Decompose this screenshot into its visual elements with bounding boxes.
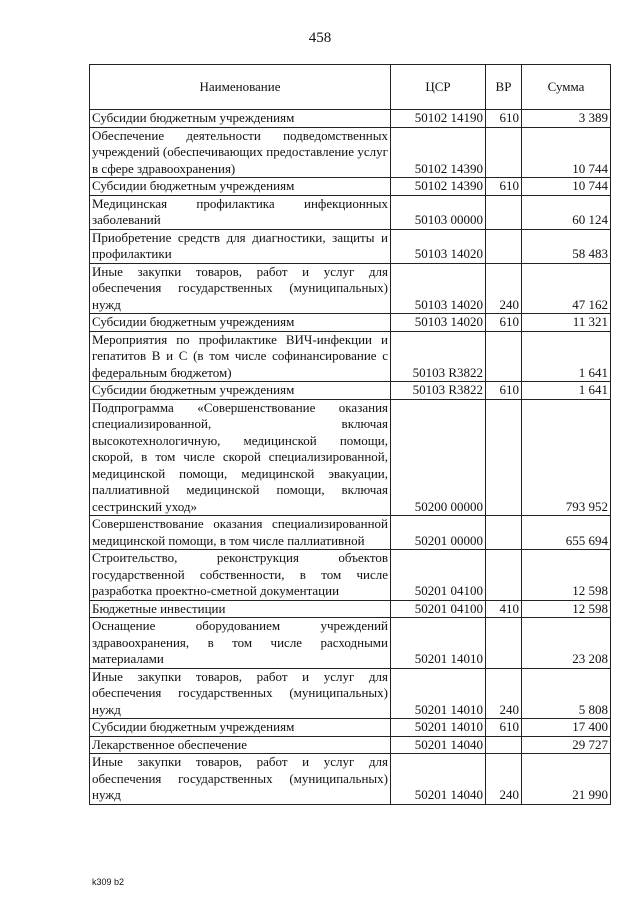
row-name: Обеспечение деятельности подведомственных учреждений (обеспечивающих предоставление услуг в сфере здравоохранения) (90, 127, 391, 178)
table-row (90, 314, 611, 332)
row-vr: 610 (486, 178, 522, 196)
table-row (90, 229, 611, 263)
budget-table (89, 64, 611, 805)
row-sum: 12 598 (522, 600, 611, 618)
table-row (90, 127, 611, 178)
row-name: Приобретение средств для диагностики, защиты и профилактики (90, 229, 391, 263)
footer-code: k309 b2 (92, 877, 125, 887)
row-csr: 50201 00000 (391, 516, 486, 550)
row-name: Мероприятия по профилактике ВИЧ-инфекции и гепатитов В и С (в том числе софинансирование с федеральным бюджетом) (90, 331, 391, 382)
row-csr: 50200 00000 (391, 399, 486, 516)
row-csr: 50103 14020 (391, 263, 486, 314)
row-vr (486, 736, 522, 754)
table-row (90, 263, 611, 314)
row-vr (486, 229, 522, 263)
row-csr: 50102 14390 (391, 127, 486, 178)
row-name: Медицинская профилактика инфекционных заболеваний (90, 195, 391, 229)
row-vr (486, 399, 522, 516)
row-name: Лекарственное обеспечение (90, 736, 391, 754)
row-csr: 50102 14390 (391, 178, 486, 196)
row-name: Совершенствование оказания специализированной медицинской помощи, в том числе паллиативной (90, 516, 391, 550)
row-vr: 610 (486, 110, 522, 128)
header-vr: ВР (486, 65, 522, 110)
row-csr: 50103 14020 (391, 229, 486, 263)
table-row (90, 399, 611, 516)
row-csr: 50201 14010 (391, 618, 486, 669)
row-name: Подпрограмма «Совершенствование оказания специализированной, включая высокотехнологичную, медицинской помощи, скорой, в том числе скорой специализированной, медицинской помощи, медицинской эвакуации, паллиативной медицинской помощи, включая сестринский уход» (90, 399, 391, 516)
row-name: Иные закупки товаров, работ и услуг для обеспечения государственных (муниципальных) нужд (90, 754, 391, 805)
row-csr: 50201 14010 (391, 668, 486, 719)
row-sum: 21 990 (522, 754, 611, 805)
table-row (90, 736, 611, 754)
row-sum: 793 952 (522, 399, 611, 516)
table-row (90, 618, 611, 669)
page-number: 458 (308, 30, 332, 46)
table-row (90, 550, 611, 601)
table-row (90, 754, 611, 805)
row-vr: 240 (486, 668, 522, 719)
table-row (90, 110, 611, 128)
row-vr: 240 (486, 754, 522, 805)
table-header-row (90, 65, 611, 110)
row-csr: 50201 14040 (391, 754, 486, 805)
row-csr: 50103 00000 (391, 195, 486, 229)
table-row (90, 331, 611, 382)
table-row (90, 516, 611, 550)
row-sum: 23 208 (522, 618, 611, 669)
row-vr (486, 195, 522, 229)
row-name: Оснащение оборудованием учреждений здравоохранения, в том числе расходными материалами (90, 618, 391, 669)
table-row (90, 382, 611, 400)
row-name: Строительство, реконструкция объектов государственной собственности, в том числе разработка проектно-сметной документации (90, 550, 391, 601)
row-vr: 610 (486, 719, 522, 737)
row-vr (486, 127, 522, 178)
table-row (90, 178, 611, 196)
row-sum: 1 641 (522, 331, 611, 382)
row-name: Субсидии бюджетным учреждениям (90, 178, 391, 196)
row-vr: 410 (486, 600, 522, 618)
row-name: Субсидии бюджетным учреждениям (90, 110, 391, 128)
row-name: Субсидии бюджетным учреждениям (90, 382, 391, 400)
header-csr: ЦСР (391, 65, 486, 110)
row-sum: 655 694 (522, 516, 611, 550)
row-sum: 1 641 (522, 382, 611, 400)
row-sum: 47 162 (522, 263, 611, 314)
row-vr: 240 (486, 263, 522, 314)
row-sum: 5 808 (522, 668, 611, 719)
row-csr: 50102 14190 (391, 110, 486, 128)
table-row (90, 668, 611, 719)
header-name: Наименование (90, 65, 391, 110)
row-vr (486, 331, 522, 382)
header-sum: Сумма (522, 65, 611, 110)
row-sum: 58 483 (522, 229, 611, 263)
table-row (90, 719, 611, 737)
row-csr: 50103 R3822 (391, 331, 486, 382)
row-sum: 3 389 (522, 110, 611, 128)
row-vr (486, 618, 522, 669)
row-name: Бюджетные инвестиции (90, 600, 391, 618)
row-sum: 29 727 (522, 736, 611, 754)
table-row (90, 600, 611, 618)
row-sum: 60 124 (522, 195, 611, 229)
row-sum: 10 744 (522, 127, 611, 178)
table-row (90, 195, 611, 229)
row-csr: 50201 04100 (391, 600, 486, 618)
row-vr: 610 (486, 314, 522, 332)
row-csr: 50201 04100 (391, 550, 486, 601)
row-sum: 10 744 (522, 178, 611, 196)
row-csr: 50201 14040 (391, 736, 486, 754)
row-csr: 50103 14020 (391, 314, 486, 332)
row-csr: 50103 R3822 (391, 382, 486, 400)
row-sum: 11 321 (522, 314, 611, 332)
row-sum: 17 400 (522, 719, 611, 737)
row-name: Субсидии бюджетным учреждениям (90, 314, 391, 332)
row-name: Иные закупки товаров, работ и услуг для обеспечения государственных (муниципальных) нужд (90, 263, 391, 314)
row-sum: 12 598 (522, 550, 611, 601)
row-name: Иные закупки товаров, работ и услуг для обеспечения государственных (муниципальных) нужд (90, 668, 391, 719)
row-name: Субсидии бюджетным учреждениям (90, 719, 391, 737)
row-vr (486, 550, 522, 601)
row-vr (486, 516, 522, 550)
row-csr: 50201 14010 (391, 719, 486, 737)
row-vr: 610 (486, 382, 522, 400)
